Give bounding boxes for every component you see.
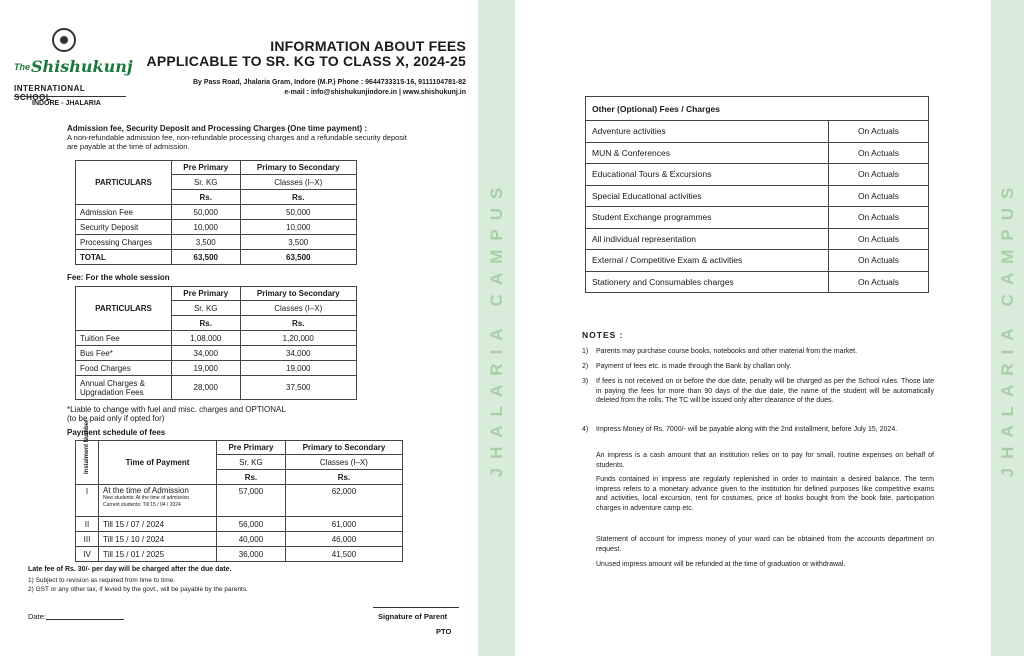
row-label: Adventure activities	[586, 121, 829, 143]
table-row	[586, 142, 929, 164]
date-line	[46, 619, 124, 620]
row-label: Stationery and Consumables charges	[586, 271, 829, 293]
row-value: 19,000	[240, 361, 357, 376]
row-value: On Actuals	[829, 164, 929, 186]
table-row	[586, 121, 929, 143]
sr-kg-header: Sr. KG	[172, 301, 241, 316]
impress-para-3: Statement of account for impress money of your ward can be obtained from the accounts department on request.	[596, 536, 934, 553]
signature-line	[373, 607, 459, 608]
row-value: On Actuals	[829, 228, 929, 250]
row-value: 34,000	[240, 346, 357, 361]
row-value: On Actuals	[829, 121, 929, 143]
logo-subtitle: INTERNATIONAL SCHOOL	[14, 84, 86, 102]
admission-desc: A non-refundable admission fee, non-refundable processing charges and a refundable security deposit are payable at the time of admission.	[67, 133, 407, 151]
primary-secondary-header: Primary to Secondary	[285, 441, 402, 455]
table-row	[76, 235, 357, 250]
table-row	[76, 220, 357, 235]
table-row	[586, 185, 929, 207]
note-number: 2)	[582, 363, 589, 370]
row-value: 3,500	[240, 235, 357, 250]
primary-secondary-header: Primary to Secondary	[240, 287, 357, 301]
sr-kg-header: Sr. KG	[172, 175, 241, 190]
doc-title-line1: INFORMATION ABOUT FEES	[270, 38, 466, 54]
time-header: Time of Payment	[99, 441, 217, 485]
unit-header: Rs.	[240, 316, 357, 331]
impress-para-1: An impress is a cash amount that an institution relies on to pay for small, routine expenses on behalf of students.	[596, 452, 934, 469]
payment-time	[99, 485, 217, 517]
sr-kg-header: Sr. KG	[217, 455, 286, 470]
unit-header: Rs.	[172, 316, 241, 331]
schedule-point-1: 1) Subject to revision as required from time to time.	[28, 577, 176, 584]
row-label: TOTAL	[76, 250, 172, 265]
date-label: Date:	[28, 612, 46, 621]
admission-heading: Admission fee, Security Deposit and Processing Charges (One time payment) :	[67, 124, 368, 133]
row-label: Special Educational activities	[586, 185, 829, 207]
table-row	[76, 532, 403, 547]
signature-label: Signature of Parent	[378, 612, 448, 621]
note-text: Parents may purchase course books, notebooks and other material from the market.	[596, 348, 858, 355]
table-row	[586, 271, 929, 293]
classes-header: Classes (I–X)	[285, 455, 402, 470]
pre-primary-header: Pre Primary	[172, 161, 241, 175]
impress-para-2: Funds contained in impress are regularly replenished in order to maintain a desired balance. The term impress refers to a monetary advance given to the institution for defined purposes like competitive exams and activities, local excursion, rent for costumes, price of books bought from the book fate, participation charges in adventure camp etc.	[596, 476, 934, 512]
row-value: 10,000	[172, 220, 241, 235]
row-label: Admission Fee	[76, 205, 172, 220]
row-value: 19,000	[172, 361, 241, 376]
table-row	[76, 547, 403, 562]
row-value: On Actuals	[829, 207, 929, 229]
other-fees-table	[585, 96, 929, 293]
row-value: 1,20,000	[240, 331, 357, 346]
table-row	[76, 485, 403, 517]
row-value: On Actuals	[829, 271, 929, 293]
table-row	[76, 205, 357, 220]
notes-title: NOTES :	[582, 330, 624, 340]
row-value: 63,500	[172, 250, 241, 265]
logo-location: INDORE - JHALARIA	[32, 100, 101, 107]
row-value: On Actuals	[829, 250, 929, 272]
instalment-num: IV	[76, 547, 99, 562]
row-label: External / Competitive Exam & activities	[586, 250, 829, 272]
row-value: 34,000	[172, 346, 241, 361]
row-label: Student Exchange programmes	[586, 207, 829, 229]
fee-page-back	[515, 0, 991, 656]
note-text: Payment of fees etc. is made through the Bank by challan only.	[596, 363, 792, 370]
table-row	[586, 250, 929, 272]
row-label-line2: Upgradation Fees	[80, 387, 144, 397]
other-fees-heading: Other (Optional) Fees / Charges	[586, 97, 929, 121]
row-label: Bus Fee*	[76, 346, 172, 361]
row-value: 57,000	[217, 485, 286, 517]
row-value: 46,000	[285, 532, 402, 547]
doc-title-line2: APPLICABLE TO SR. KG TO CLASS X, 2024-25	[146, 53, 466, 69]
payment-time-main: At the time of Admission	[103, 486, 189, 495]
bus-footnote-1: *Liable to change with fuel and misc. charges and OPTIONAL	[67, 405, 286, 414]
unit-header: Rs.	[217, 470, 286, 485]
instalment-header	[76, 419, 99, 485]
instalment-num: II	[76, 517, 99, 532]
row-value: 56,000	[217, 517, 286, 532]
unit-header: Rs.	[240, 190, 357, 205]
session-fee-table	[75, 286, 357, 400]
row-value: 40,000	[217, 532, 286, 547]
row-label-line1: Annual Charges &	[80, 378, 145, 388]
row-label	[76, 376, 172, 400]
unit-header: Rs.	[172, 190, 241, 205]
fee-page-front	[0, 0, 478, 656]
row-label: MUN & Conferences	[586, 142, 829, 164]
row-label: Food Charges	[76, 361, 172, 376]
instalment-num: I	[76, 485, 99, 517]
row-value: 41,500	[285, 547, 402, 562]
note-number: 4)	[582, 426, 589, 433]
row-value: 50,000	[172, 205, 241, 220]
payment-time: Till 15 / 01 / 2025	[99, 547, 217, 562]
note-text: If fees is not received on or before the due date, penalty will be charged as per the School rules. Those late in paying the fees for more than 90 days of the due date, the name of the student will be automatically deleted from the rolls. The TC will be issued only after clearance of the dues.	[596, 378, 934, 404]
instalment-header-text: Instalment Number	[84, 419, 90, 474]
admission-fee-table	[75, 160, 357, 265]
particulars-header: PARTICULARS	[76, 161, 172, 205]
note-text: Impress Money of Rs. 7000/- will be payable along with the 2nd installment, before July 15, 2024.	[596, 426, 898, 433]
logo-the: The	[14, 62, 31, 72]
row-label: Security Deposit	[76, 220, 172, 235]
classes-header: Classes (I–X)	[240, 175, 357, 190]
row-value: 63,500	[240, 250, 357, 265]
note-number: 1)	[582, 348, 589, 355]
pre-primary-header: Pre Primary	[217, 441, 286, 455]
unit-header: Rs.	[285, 470, 402, 485]
row-value: 61,000	[285, 517, 402, 532]
contact-address: By Pass Road, Jhalaria Gram, Indore (M.P.) Phone : 9644733315-16, 9111104781-82	[192, 79, 466, 86]
table-row	[76, 517, 403, 532]
row-value: 10,000	[240, 220, 357, 235]
row-label: Educational Tours & Excursions	[586, 164, 829, 186]
row-value: 1,08,000	[172, 331, 241, 346]
payment-time: Till 15 / 07 / 2024	[99, 517, 217, 532]
row-label: Tuition Fee	[76, 331, 172, 346]
row-value: 50,000	[240, 205, 357, 220]
campus-strip-text: JHALARIA CAMPUS	[997, 178, 1017, 478]
late-fee-note: Late fee of Rs. 30/- per day will be charged after the due date.	[28, 566, 232, 573]
pre-primary-header: Pre Primary	[172, 287, 241, 301]
school-emblem-icon	[52, 28, 76, 52]
particulars-header: PARTICULARS	[76, 287, 172, 331]
total-row	[76, 250, 357, 265]
row-value: On Actuals	[829, 185, 929, 207]
campus-strip-text: JHALARIA CAMPUS	[486, 178, 506, 478]
schedule-heading: Payment schedule of fees	[67, 428, 166, 437]
session-heading: Fee: For the whole session	[67, 273, 170, 282]
row-value: 36,000	[217, 547, 286, 562]
table-row	[76, 361, 357, 376]
payment-time-sub2: Current students: Till 15 / 04 / 2024	[103, 502, 181, 508]
campus-strip-left	[478, 0, 515, 656]
table-row	[76, 376, 357, 400]
contact-email: e-mail : info@shishukunjindore.in | www.shishukunj.in	[284, 89, 466, 96]
row-value: 37,500	[240, 376, 357, 400]
table-row	[586, 164, 929, 186]
schedule-point-2: 2) GST or any other tax, if levied by the govt., will be payable by the parents.	[28, 586, 248, 593]
school-logo	[12, 28, 133, 107]
bus-footnote-2: (to be paid only if opted for)	[67, 414, 165, 423]
payment-time-sub1: New students: At the time of admission	[103, 495, 190, 501]
note-number: 3)	[582, 378, 589, 385]
payment-time: Till 15 / 10 / 2024	[99, 532, 217, 547]
logo-divider	[14, 96, 126, 97]
table-row	[586, 228, 929, 250]
classes-header: Classes (I–X)	[240, 301, 357, 316]
row-label: All individual representation	[586, 228, 829, 250]
pto-label: PTO	[436, 627, 452, 636]
logo-name: Shishukunj	[31, 57, 133, 76]
row-value: 28,000	[172, 376, 241, 400]
impress-para-4: Unused impress amount will be refunded at the time of graduation or withdrawal.	[596, 561, 846, 568]
campus-strip-right	[991, 0, 1024, 656]
row-value: 62,000	[285, 485, 402, 517]
table-row	[586, 207, 929, 229]
row-value: 3,500	[172, 235, 241, 250]
row-value: On Actuals	[829, 142, 929, 164]
table-row	[76, 331, 357, 346]
table-row	[76, 346, 357, 361]
instalment-num: III	[76, 532, 99, 547]
primary-secondary-header: Primary to Secondary	[240, 161, 357, 175]
row-label: Processing Charges	[76, 235, 172, 250]
